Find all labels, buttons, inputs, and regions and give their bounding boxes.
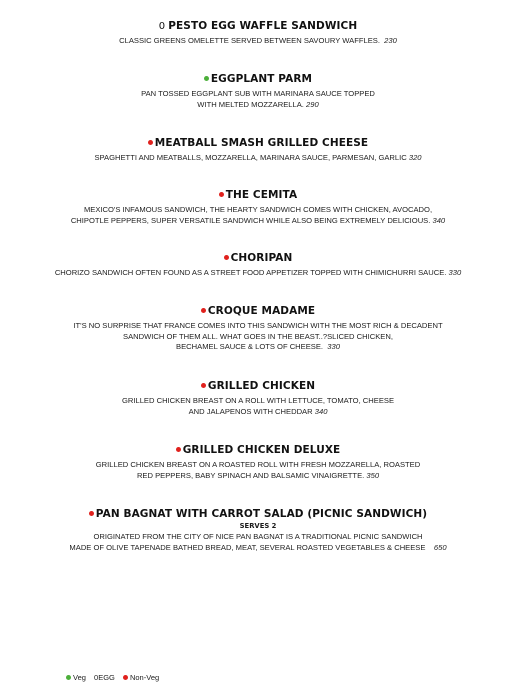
veg-icon bbox=[66, 675, 71, 680]
menu-item-eggplant-parm bbox=[0, 73, 516, 110]
menu-item-grilled-chicken bbox=[0, 380, 516, 417]
item-price: 340 bbox=[432, 215, 446, 225]
menu-item-grilled-chicken-deluxe bbox=[0, 444, 516, 481]
non-veg-icon bbox=[201, 308, 206, 313]
item-description: CLASSIC GREENS OMELETTE SERVED BETWEEN SAVOURY WAFFLES. 230 bbox=[119, 36, 397, 45]
item-price: 290 bbox=[306, 99, 319, 109]
menu-item-pesto-egg-waffle bbox=[0, 20, 516, 47]
item-description: ORIGINATED FROM THE CITY OF NICE PAN BAGNAT IS A TRADITIONAL PICNIC SANDWICH MADE OF OLIVE TAPENADE BATHED BREAD, MEAT, SEVERAL ROASTED VEGETABLES & CHEESE 650 bbox=[69, 532, 447, 552]
menu-item-croque-madame bbox=[0, 305, 516, 353]
diet-legend bbox=[66, 673, 165, 682]
non-veg-icon bbox=[123, 675, 128, 680]
serves-note: SERVES 2 bbox=[239, 522, 277, 530]
item-price: 350 bbox=[366, 470, 380, 480]
item-description: IT'S NO SURPRISE THAT FRANCE COMES INTO THIS SANDWICH WITH THE MOST RICH & DECADENT SANDWICH OF THEM ALL. WHAT GOES IN THE BEAST..?SLICED CHICKEN, BECHAMEL SAUCE & LOTS OF CHEESE. 330 bbox=[73, 321, 443, 351]
item-title: THE CEMITA bbox=[0, 189, 516, 202]
item-title: MEATBALL SMASH GRILLED CHEESE bbox=[0, 137, 516, 150]
menu-item-pan-bagnat bbox=[0, 508, 516, 553]
item-price: 230 bbox=[384, 36, 397, 45]
item-price: 340 bbox=[314, 406, 328, 416]
item-price: 650 bbox=[433, 542, 447, 552]
item-title: EGGPLANT PARM bbox=[0, 73, 516, 86]
non-veg-icon bbox=[89, 511, 94, 516]
item-title: GRILLED CHICKEN DELUXE bbox=[0, 444, 516, 457]
item-description: GRILLED CHICKEN BREAST ON A ROASTED ROLL WITH FRESH MOZZARELLA, ROASTED RED PEPPERS, BABY SPINACH AND BALSAMIC VINAIGRETTE. 350 bbox=[95, 460, 421, 480]
item-title: GRILLED CHICKEN bbox=[0, 380, 516, 393]
legend-veg: Veg bbox=[66, 673, 86, 682]
item-title: PAN BAGNAT WITH CARROT SALAD (PICNIC SANDWICH) bbox=[0, 508, 516, 521]
item-price: 320 bbox=[408, 153, 422, 162]
item-title: 0 PESTO EGG WAFFLE SANDWICH bbox=[158, 20, 358, 32]
item-price: 330 bbox=[327, 342, 340, 351]
non-veg-icon bbox=[176, 447, 181, 452]
egg-icon: 0 bbox=[158, 21, 166, 32]
item-description: GRILLED CHICKEN BREAST ON A ROLL WITH LETTUCE, TOMATO, CHEESE AND JALAPENOS WITH CHEDDAR 340 bbox=[121, 396, 395, 416]
item-title: CHORIPAN bbox=[0, 252, 516, 265]
item-title: CROQUE MADAME bbox=[0, 305, 516, 318]
legend-egg: 0EGG bbox=[94, 673, 115, 682]
item-price: 330 bbox=[448, 268, 462, 277]
item-description: MEXICO'S INFAMOUS SANDWICH, THE HEARTY SANDWICH COMES WITH CHICKEN, AVOCADO, CHIPOTLE PEPPERS, SUPER VERSATILE SANDWICH WHILE ALSO BEING EXTREMELY DELICIOUS. 340 bbox=[70, 205, 446, 225]
item-description: PAN TOSSED EGGPLANT SUB WITH MARINARA SAUCE TOPPED WITH MELTED MOZZARELLA. 290 bbox=[141, 89, 375, 109]
non-veg-icon bbox=[219, 192, 224, 197]
legend-non-veg: Non-Veg bbox=[123, 673, 159, 682]
menu-item-the-cemita bbox=[0, 189, 516, 226]
item-description: SPAGHETTI AND MEATBALLS, MOZZARELLA, MARINARA SAUCE, PARMESAN, GARLIC 320 bbox=[94, 153, 422, 162]
non-veg-icon bbox=[148, 140, 153, 145]
non-veg-icon bbox=[224, 255, 229, 260]
non-veg-icon bbox=[201, 383, 206, 388]
menu-item-meatball-smash bbox=[0, 137, 516, 164]
item-description: CHORIZO SANDWICH OFTEN FOUND AS A STREET FOOD APPETIZER TOPPED WITH CHIMICHURRI SAUCE. 330 bbox=[54, 268, 462, 277]
menu-item-choripan bbox=[0, 252, 516, 279]
veg-icon bbox=[204, 76, 209, 81]
